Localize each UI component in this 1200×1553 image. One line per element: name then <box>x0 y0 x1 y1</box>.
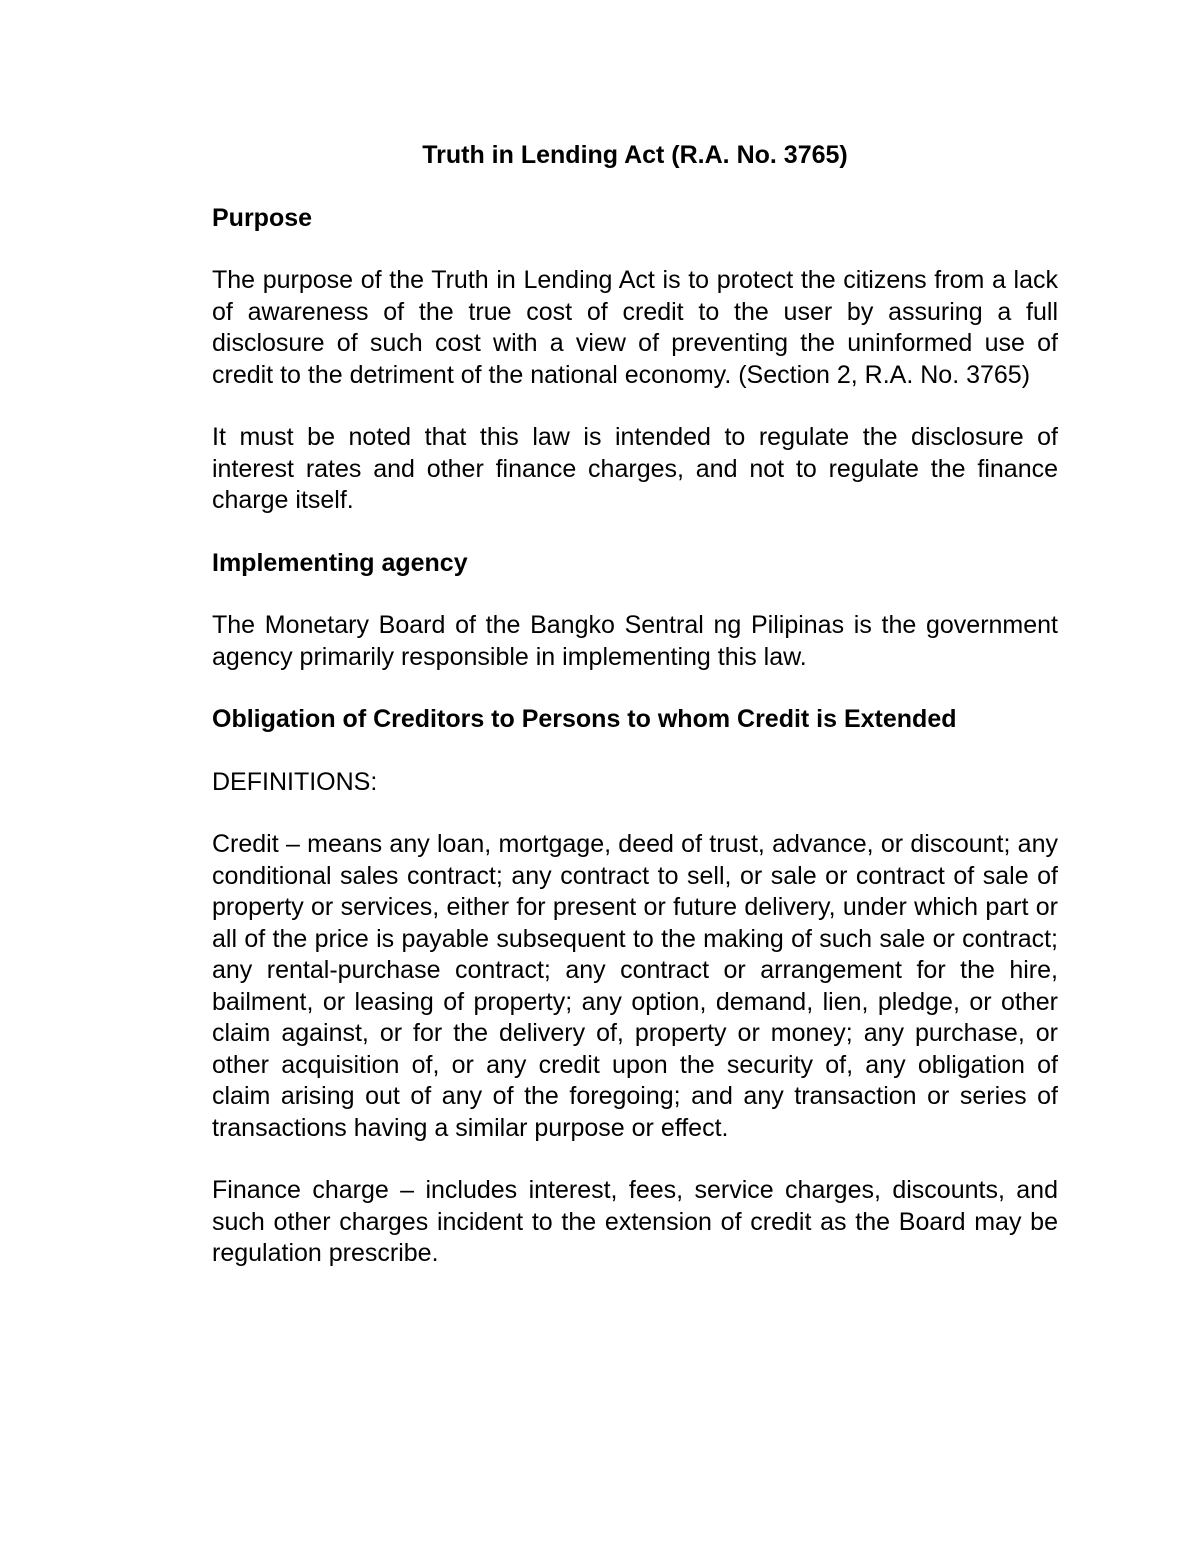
heading-implementing-agency: Implementing agency <box>212 548 468 577</box>
heading-obligation: Obligation of Creditors to Persons to whom Credit is Extended <box>212 705 957 733</box>
definition-finance-charge: Finance charge – includes interest, fees, service charges, discounts, and such other charges incident to the extension of credit as the Board may be regulation prescribe. <box>212 1176 1058 1267</box>
definition-credit: Credit – means any loan, mortgage, deed of trust, advance, or discount; any conditional sales contract; any contract to sell, or sale or contract of sale of property or services, either for present or future delivery, under which part or all of the price is payable subsequent to the making of such sale or contract; any rental-purchase contract; any contract or arrangement for the hire, bailment, or leasing of property; any option, demand, lien, pledge, or other claim against, or for the delivery of, property or money; any purchase, or other acquisition of, or any credit upon the security of, any obligation of claim arising out of any of the foregoing; and any transaction or series of transactions having a similar purpose or effect. <box>212 830 1058 1142</box>
document-title: Truth in Lending Act (R.A. No. 3765) <box>422 141 848 169</box>
document-page <box>212 140 1058 1301</box>
agency-paragraph: The Monetary Board of the Bangko Sentral ng Pilipinas is the government agency primarily responsible in implementing this law. <box>212 611 1058 671</box>
definitions-label: DEFINITIONS: <box>212 767 378 796</box>
purpose-paragraph-2: It must be noted that this law is intended to regulate the disclosure of interest rates and other finance charges, and not to regulate the finance charge itself. <box>212 423 1058 514</box>
heading-purpose: Purpose <box>212 203 313 232</box>
purpose-paragraph-1: The purpose of the Truth in Lending Act is to protect the citizens from a lack of awareness of the true cost of credit to the user by assuring a full disclosure of such cost with a view of preventing the uninformed use of credit to the detriment of the national economy. (Section 2, R.A. No. 3765) <box>212 266 1058 389</box>
